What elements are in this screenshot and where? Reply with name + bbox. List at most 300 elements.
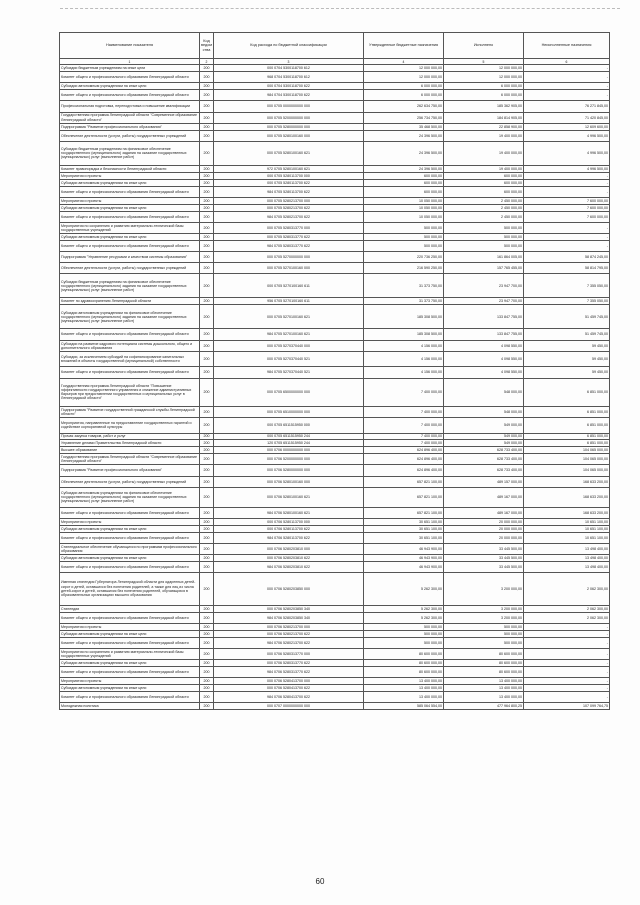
- row-unexecuted-cell: -: [524, 72, 610, 83]
- row-approved-cell: 35 468 500,00: [364, 123, 444, 130]
- row-name-cell: Подпрограмма "Управление ресурсами и качеством системы образования": [60, 252, 200, 263]
- row-ved-cell: 200: [200, 186, 214, 197]
- row-code-cell: 000 0706 5280213700 622: [214, 630, 364, 637]
- row-code-cell: 984 0704 5300118700 622: [214, 90, 364, 101]
- row-executed-cell: 500 000,00: [444, 240, 524, 251]
- row-name-cell: Мероприятия и проекты: [60, 172, 200, 179]
- row-code-cell: 984 0705 5280213700 622: [214, 211, 364, 222]
- row-name-cell: Мероприятия по сохранению и развитию материально-технической базы государственных учреждений: [60, 222, 200, 233]
- header-executed: Исполнено: [444, 33, 524, 59]
- row-code-cell: 984 0705 5270370440 521: [214, 367, 364, 378]
- row-unexecuted-cell: 76 271 845,00: [524, 101, 610, 112]
- row-code-cell: 000 0706 5280313770 000: [214, 648, 364, 659]
- row-approved-cell: 12 000 000,00: [364, 65, 444, 72]
- row-code-cell: 000 0705 5270370440 000: [214, 340, 364, 351]
- row-name-cell: Государственная программа Ленинградской области "Повышение эффективности государственного управления и снижение административных барьеров при предоставлении государственных и муниципальных услуг в Ленинградской области": [60, 378, 200, 406]
- row-executed-cell: 184 814 905,00: [444, 112, 524, 123]
- row-approved-cell: 7 400 000,00: [364, 440, 444, 447]
- row-unexecuted-cell: 59 450,00: [524, 351, 610, 367]
- row-unexecuted-cell: -: [524, 659, 610, 666]
- row-approved-cell: 500 000,00: [364, 637, 444, 648]
- row-approved-cell: 657 821 100,00: [364, 507, 444, 518]
- row-approved-cell: 624 896 400,00: [364, 454, 444, 465]
- row-ved-cell: 200: [200, 83, 214, 90]
- row-unexecuted-cell: -: [524, 186, 610, 197]
- row-executed-cell: 20 000 000,00: [444, 525, 524, 532]
- row-ved-cell: 200: [200, 612, 214, 623]
- table-row: [60, 141, 610, 165]
- row-ved-cell: 200: [200, 211, 214, 222]
- row-approved-cell: 600 000,00: [364, 172, 444, 179]
- row-code-cell: 984 0705 5270100160 621: [214, 329, 364, 340]
- table-row: [60, 612, 610, 623]
- page-number: 60: [315, 877, 325, 886]
- row-ved-cell: 200: [200, 406, 214, 417]
- row-name-cell: Подпрограмма "Развитие профессионального образования": [60, 123, 200, 130]
- row-code-cell: 984 0705 5280313770 622: [214, 240, 364, 251]
- row-ved-cell: 200: [200, 518, 214, 525]
- row-approved-cell: 10 050 000,00: [364, 211, 444, 222]
- row-ved-cell: 200: [200, 554, 214, 561]
- row-name-cell: Мероприятия и проекты: [60, 197, 200, 204]
- row-executed-cell: 133 847 755,00: [444, 305, 524, 329]
- row-unexecuted-cell: 58 874 245,00: [524, 252, 610, 263]
- row-name-cell: Субсидии автономным учреждениям на финансовое обеспечение государственного (муниципального) задания на оказание государственных (муниципальных) услуг (выполнение работ): [60, 305, 200, 329]
- table-row: [60, 329, 610, 340]
- row-approved-cell: 30 651 100,00: [364, 525, 444, 532]
- row-unexecuted-cell: 13 498 400,00: [524, 554, 610, 561]
- row-executed-cell: 500 000,00: [444, 637, 524, 648]
- row-code-cell: 000 0705 6500000000 000: [214, 378, 364, 406]
- row-approved-cell: 585 064 554,00: [364, 703, 444, 710]
- row-approved-cell: 4 156 000,00: [364, 351, 444, 367]
- row-executed-cell: 489 167 000,00: [444, 487, 524, 507]
- row-name-cell: Комитет общего и профессионального образования Ленинградской области: [60, 691, 200, 702]
- column-index: 2: [200, 59, 214, 65]
- row-ved-cell: 200: [200, 659, 214, 666]
- table-row: [60, 532, 610, 543]
- row-executed-cell: 2 450 000,00: [444, 211, 524, 222]
- row-executed-cell: 33 445 500,00: [444, 554, 524, 561]
- table-row: [60, 561, 610, 572]
- row-ved-cell: 200: [200, 197, 214, 204]
- row-ved-cell: 200: [200, 678, 214, 685]
- row-unexecuted-cell: -: [524, 179, 610, 186]
- row-name-cell: Комитет общего и профессионального образования Ленинградской области: [60, 186, 200, 197]
- row-approved-cell: 46 943 900,00: [364, 543, 444, 554]
- row-unexecuted-cell: 4 996 500,00: [524, 165, 610, 172]
- row-executed-cell: 161 864 005,00: [444, 252, 524, 263]
- row-ved-cell: 200: [200, 112, 214, 123]
- row-executed-cell: 500 000,00: [444, 233, 524, 240]
- row-ved-cell: 200: [200, 204, 214, 211]
- row-name-cell: Комитет общего и профессионального образования Ленинградской области: [60, 507, 200, 518]
- row-executed-cell: 185 362 905,00: [444, 101, 524, 112]
- row-approved-cell: 46 943 900,00: [364, 554, 444, 561]
- table-row: [60, 678, 610, 685]
- row-executed-cell: 500 000,00: [444, 623, 524, 630]
- row-executed-cell: 80 600 000,00: [444, 659, 524, 666]
- table-row: [60, 83, 610, 90]
- row-executed-cell: 2 450 000,00: [444, 197, 524, 204]
- row-executed-cell: 4 098 550,00: [444, 340, 524, 351]
- row-code-cell: 000 0706 5280203850 340: [214, 605, 364, 612]
- row-code-cell: 000 0705 6511515950 000: [214, 418, 364, 434]
- row-approved-cell: 500 000,00: [364, 623, 444, 630]
- row-code-cell: 120 0705 6511515950 244: [214, 440, 364, 447]
- column-index: 3: [214, 59, 364, 65]
- table-row: [60, 197, 610, 204]
- row-unexecuted-cell: -: [524, 648, 610, 659]
- table-row: [60, 454, 610, 465]
- row-name-cell: Обеспечение деятельности (услуги, работы) государственных учреждений: [60, 263, 200, 274]
- row-approved-cell: 500 000,00: [364, 222, 444, 233]
- row-name-cell: Мероприятия и проекты: [60, 678, 200, 685]
- table-row: [60, 165, 610, 172]
- row-code-cell: 000 0705 5280100160 000: [214, 130, 364, 141]
- row-unexecuted-cell: -: [524, 222, 610, 233]
- row-unexecuted-cell: 58 814 795,00: [524, 263, 610, 274]
- row-code-cell: 000 0706 5280413700 622: [214, 684, 364, 691]
- row-executed-cell: 548 000,00: [444, 406, 524, 417]
- row-approved-cell: 262 634 750,00: [364, 101, 444, 112]
- row-name-cell: Субсидии автономным учреждениям на иные цели: [60, 525, 200, 532]
- row-name-cell: Комитет общего и профессионального образования Ленинградской области: [60, 666, 200, 677]
- table-row: [60, 659, 610, 666]
- table-row: [60, 637, 610, 648]
- row-executed-cell: 19 400 000,00: [444, 165, 524, 172]
- row-executed-cell: 6 000 000,00: [444, 83, 524, 90]
- row-name-cell: Мероприятия и проекты: [60, 518, 200, 525]
- row-name-cell: Управление делами Правительства Ленинградской области: [60, 440, 200, 447]
- row-code-cell: 000 0706 5280213700 000: [214, 623, 364, 630]
- row-approved-cell: 5 262 300,00: [364, 573, 444, 606]
- table-row: [60, 440, 610, 447]
- table-row: [60, 204, 610, 211]
- row-ved-cell: 200: [200, 648, 214, 659]
- row-approved-cell: 80 600 000,00: [364, 659, 444, 666]
- row-name-cell: Комитет общего и профессионального образования Ленинградской области: [60, 240, 200, 251]
- row-approved-cell: 185 308 500,00: [364, 305, 444, 329]
- row-unexecuted-cell: -: [524, 630, 610, 637]
- table-row: [60, 274, 610, 298]
- row-executed-cell: 33 445 500,00: [444, 561, 524, 572]
- table-row: [60, 101, 610, 112]
- row-approved-cell: 13 400 000,00: [364, 684, 444, 691]
- row-approved-cell: 657 821 100,00: [364, 487, 444, 507]
- row-ved-cell: 200: [200, 605, 214, 612]
- row-executed-cell: 628 733 400,00: [444, 447, 524, 454]
- row-unexecuted-cell: 7 355 050,00: [524, 274, 610, 298]
- row-executed-cell: 12 000 000,00: [444, 65, 524, 72]
- row-code-cell: 000 0705 5280213700 622: [214, 204, 364, 211]
- row-name-cell: Обеспечение деятельности (услуги, работы) государственных учреждений: [60, 476, 200, 487]
- row-approved-cell: 10 050 000,00: [364, 204, 444, 211]
- row-ved-cell: 200: [200, 233, 214, 240]
- row-approved-cell: 657 821 100,00: [364, 476, 444, 487]
- row-approved-cell: 5 262 300,00: [364, 605, 444, 612]
- table-row: [60, 340, 610, 351]
- column-index: 1: [60, 59, 200, 65]
- row-unexecuted-cell: -: [524, 637, 610, 648]
- top-scan-artifact: [60, 8, 620, 12]
- row-name-cell: Комитет правопорядка и безопасности Ленинградской области: [60, 165, 200, 172]
- row-ved-cell: 200: [200, 72, 214, 83]
- row-executed-cell: 3 200 000,00: [444, 612, 524, 623]
- row-unexecuted-cell: 10 651 100,00: [524, 518, 610, 525]
- row-approved-cell: 30 651 100,00: [364, 532, 444, 543]
- row-code-cell: 000 0705 5280313770 000: [214, 222, 364, 233]
- row-name-cell: Субсидии бюджетным учреждениям на финансовое обеспечение государственного (муниципального) задания на оказание государственных (муниципальных) услуг (выполнение работ): [60, 274, 200, 298]
- row-unexecuted-cell: 2 062 300,00: [524, 605, 610, 612]
- row-approved-cell: 5 262 300,00: [364, 612, 444, 623]
- row-name-cell: Именная стипендия Губернатора Ленинградской области для одаренных детей-сирот и детей, оставшихся без попечения родителей, а также для лиц из числа детей-сирот и детей, оставшихся без попечения родителей, обучающихся в образовательных организациях высшего образования: [60, 573, 200, 606]
- row-ved-cell: 200: [200, 340, 214, 351]
- row-unexecuted-cell: -: [524, 240, 610, 251]
- row-ved-cell: 200: [200, 666, 214, 677]
- row-name-cell: Субсидии автономным учреждениям на иные цели: [60, 684, 200, 691]
- row-executed-cell: 23 947 700,00: [444, 298, 524, 305]
- row-name-cell: Обеспечение деятельности (услуги, работы) государственных учреждений: [60, 130, 200, 141]
- row-code-cell: 000 0706 5280000000 000: [214, 465, 364, 476]
- row-unexecuted-cell: 6 851 000,00: [524, 433, 610, 440]
- row-ved-cell: 200: [200, 418, 214, 434]
- row-unexecuted-cell: 51 459 745,00: [524, 305, 610, 329]
- row-code-cell: 000 0705 5270000000 000: [214, 252, 364, 263]
- row-executed-cell: 477 964 800,25: [444, 703, 524, 710]
- row-ved-cell: 200: [200, 476, 214, 487]
- row-approved-cell: 600 000,00: [364, 186, 444, 197]
- table-row: [60, 623, 610, 630]
- row-approved-cell: 6 000 000,00: [364, 90, 444, 101]
- row-name-cell: Подпрограмма "Развитие государственной гражданской службы Ленинградской области": [60, 406, 200, 417]
- table-row: [60, 65, 610, 72]
- row-code-cell: 000 0705 5200000000 000: [214, 112, 364, 123]
- row-unexecuted-cell: 10 651 100,00: [524, 525, 610, 532]
- row-code-cell: 972 0705 5280100160 621: [214, 165, 364, 172]
- row-ved-cell: 200: [200, 172, 214, 179]
- row-executed-cell: 4 098 550,00: [444, 351, 524, 367]
- table-row: [60, 172, 610, 179]
- row-ved-cell: 200: [200, 630, 214, 637]
- table-row: [60, 684, 610, 691]
- row-executed-cell: 13 400 000,00: [444, 684, 524, 691]
- row-name-cell: Молодежная политика: [60, 703, 200, 710]
- row-ved-cell: 200: [200, 274, 214, 298]
- row-ved-cell: 200: [200, 447, 214, 454]
- row-code-cell: 000 0706 5280313770 622: [214, 659, 364, 666]
- row-unexecuted-cell: -: [524, 90, 610, 101]
- row-approved-cell: 12 000 000,00: [364, 72, 444, 83]
- row-executed-cell: 13 400 000,00: [444, 691, 524, 702]
- row-ved-cell: 200: [200, 454, 214, 465]
- row-approved-cell: 24 396 500,00: [364, 141, 444, 165]
- row-name-cell: Субсидии автономным учреждениям на финансовое обеспечение государственного (муниципального) задания на оказание государственных (муниципальных) услуг (выполнение работ): [60, 487, 200, 507]
- row-unexecuted-cell: 2 062 300,00: [524, 612, 610, 623]
- row-executed-cell: 20 000 000,00: [444, 518, 524, 525]
- row-unexecuted-cell: 10 651 100,00: [524, 532, 610, 543]
- row-code-cell: 000 0706 5280113700 622: [214, 525, 364, 532]
- row-unexecuted-cell: 168 633 200,00: [524, 487, 610, 507]
- row-approved-cell: 31 373 750,00: [364, 274, 444, 298]
- row-executed-cell: 628 733 400,00: [444, 465, 524, 476]
- row-name-cell: Мероприятия, направленные на предоставление государственных гарантий и содействие корпоративной культуры: [60, 418, 200, 434]
- table-row: [60, 378, 610, 406]
- row-executed-cell: 4 098 550,00: [444, 367, 524, 378]
- table-row: [60, 90, 610, 101]
- row-unexecuted-cell: -: [524, 623, 610, 630]
- row-approved-cell: 13 400 000,00: [364, 691, 444, 702]
- row-executed-cell: 549 000,00: [444, 418, 524, 434]
- header-approved: Утвержденные бюджетные назначения: [364, 33, 444, 59]
- column-index: 6: [524, 59, 610, 65]
- row-approved-cell: 80 600 000,00: [364, 666, 444, 677]
- row-executed-cell: 23 947 700,00: [444, 274, 524, 298]
- row-ved-cell: 200: [200, 507, 214, 518]
- row-ved-cell: 200: [200, 465, 214, 476]
- table-row: [60, 433, 610, 440]
- table-row: [60, 691, 610, 702]
- row-ved-cell: 200: [200, 637, 214, 648]
- table-row: [60, 179, 610, 186]
- row-ved-cell: 200: [200, 532, 214, 543]
- table-row: [60, 211, 610, 222]
- row-approved-cell: 6 000 000,00: [364, 83, 444, 90]
- row-unexecuted-cell: 6 851 000,00: [524, 378, 610, 406]
- budget-execution-table: [59, 32, 610, 710]
- row-ved-cell: 200: [200, 240, 214, 251]
- row-unexecuted-cell: -: [524, 83, 610, 90]
- row-executed-cell: 13 400 000,00: [444, 678, 524, 685]
- row-approved-cell: 7 400 000,00: [364, 433, 444, 440]
- row-ved-cell: 200: [200, 684, 214, 691]
- row-approved-cell: 500 000,00: [364, 233, 444, 240]
- row-unexecuted-cell: -: [524, 233, 610, 240]
- header-unexecuted: Неисполненные назначения: [524, 33, 610, 59]
- row-approved-cell: 216 590 250,00: [364, 263, 444, 274]
- table-row: [60, 476, 610, 487]
- row-code-cell: 000 0705 5280100160 621: [214, 141, 364, 165]
- row-approved-cell: 500 000,00: [364, 630, 444, 637]
- table-row: [60, 487, 610, 507]
- row-ved-cell: 200: [200, 252, 214, 263]
- row-code-cell: 984 0706 5280203850 340: [214, 612, 364, 623]
- row-ved-cell: 200: [200, 222, 214, 233]
- table-row: [60, 666, 610, 677]
- row-unexecuted-cell: 59 450,00: [524, 367, 610, 378]
- row-name-cell: Субсидии автономным учреждениям на иные цели: [60, 179, 200, 186]
- table-row: [60, 406, 610, 417]
- header-name: Наименование показателя: [60, 33, 200, 59]
- table-row: [60, 648, 610, 659]
- table-row: [60, 240, 610, 251]
- table-row: [60, 186, 610, 197]
- row-code-cell: 000 0705 5280313770 622: [214, 233, 364, 240]
- row-ved-cell: 200: [200, 165, 214, 172]
- row-name-cell: Субсидии, за исключением субсидий на софинансирование капитальных вложений в объекты государственной (муниципальной) собственности: [60, 351, 200, 367]
- row-approved-cell: 24 396 500,00: [364, 165, 444, 172]
- row-code-cell: 000 0705 0000000000 000: [214, 101, 364, 112]
- row-name-cell: Комитет общего и профессионального образования Ленинградской области: [60, 637, 200, 648]
- row-code-cell: 000 0705 5270100160 621: [214, 305, 364, 329]
- row-executed-cell: 600 000,00: [444, 179, 524, 186]
- column-index: 5: [444, 59, 524, 65]
- row-executed-cell: 6 000 000,00: [444, 90, 524, 101]
- table-row: [60, 252, 610, 263]
- row-unexecuted-cell: 104 065 000,00: [524, 465, 610, 476]
- row-ved-cell: 200: [200, 623, 214, 630]
- row-unexecuted-cell: 6 851 000,00: [524, 440, 610, 447]
- row-ved-cell: 200: [200, 329, 214, 340]
- row-ved-cell: 200: [200, 298, 214, 305]
- row-executed-cell: 80 600 000,00: [444, 648, 524, 659]
- row-ved-cell: 200: [200, 179, 214, 186]
- row-name-cell: Субсидии автономным учреждениям на иные цели: [60, 554, 200, 561]
- table-body: [60, 65, 610, 710]
- row-approved-cell: 624 896 400,00: [364, 447, 444, 454]
- row-unexecuted-cell: 7 600 000,00: [524, 211, 610, 222]
- row-executed-cell: 500 000,00: [444, 630, 524, 637]
- row-name-cell: Комитет общего и профессионального образования Ленинградской области: [60, 90, 200, 101]
- row-name-cell: Мероприятия по сохранению и развитию материально-технической базы государственных учреждений: [60, 648, 200, 659]
- row-approved-cell: 220 736 250,00: [364, 252, 444, 263]
- row-unexecuted-cell: 51 459 745,00: [524, 329, 610, 340]
- row-name-cell: Подпрограмма "Развитие профессионального образования": [60, 465, 200, 476]
- row-unexecuted-cell: -: [524, 65, 610, 72]
- table-row: [60, 465, 610, 476]
- row-executed-cell: 19 400 000,00: [444, 141, 524, 165]
- table-row: [60, 233, 610, 240]
- row-unexecuted-cell: 4 996 500,00: [524, 141, 610, 165]
- row-unexecuted-cell: -: [524, 684, 610, 691]
- table-row: [60, 554, 610, 561]
- row-name-cell: Стипендии: [60, 605, 200, 612]
- row-code-cell: 000 0706 5280413700 000: [214, 678, 364, 685]
- row-ved-cell: 200: [200, 351, 214, 367]
- row-approved-cell: 46 943 900,00: [364, 561, 444, 572]
- row-ved-cell: 200: [200, 101, 214, 112]
- row-executed-cell: 600 000,00: [444, 172, 524, 179]
- row-code-cell: 000 0706 5280203810 622: [214, 554, 364, 561]
- row-ved-cell: 200: [200, 487, 214, 507]
- table-row: [60, 507, 610, 518]
- row-executed-cell: 2 450 000,00: [444, 204, 524, 211]
- row-code-cell: 984 0706 5280213700 622: [214, 637, 364, 648]
- row-executed-cell: 19 400 000,00: [444, 130, 524, 141]
- row-executed-cell: 12 000 000,00: [444, 72, 524, 83]
- row-executed-cell: 628 733 400,00: [444, 454, 524, 465]
- row-name-cell: Субсидии автономным учреждениям на иные цели: [60, 630, 200, 637]
- header-code: Код расхода по бюджетной классификации: [214, 33, 364, 59]
- row-unexecuted-cell: -: [524, 666, 610, 677]
- row-unexecuted-cell: 7 600 000,00: [524, 197, 610, 204]
- row-unexecuted-cell: -: [524, 678, 610, 685]
- table-row: [60, 367, 610, 378]
- row-approved-cell: 7 400 000,00: [364, 406, 444, 417]
- row-code-cell: 984 0706 5280313770 622: [214, 666, 364, 677]
- row-name-cell: Комитет по здравоохранению Ленинградской области: [60, 298, 200, 305]
- row-approved-cell: 600 000,00: [364, 179, 444, 186]
- row-unexecuted-cell: 6 851 000,00: [524, 418, 610, 434]
- row-ved-cell: 200: [200, 543, 214, 554]
- row-approved-cell: 7 400 000,00: [364, 378, 444, 406]
- row-executed-cell: 3 200 000,00: [444, 573, 524, 606]
- row-executed-cell: 489 157 000,00: [444, 476, 524, 487]
- row-ved-cell: 200: [200, 90, 214, 101]
- table-row: [60, 222, 610, 233]
- row-name-cell: Мероприятия и проекты: [60, 623, 200, 630]
- row-name-cell: Субсидии бюджетным учреждениям на финансовое обеспечение государственного (муниципального) задания на оказание государственных (муниципальных) услуг (выполнение работ): [60, 141, 200, 165]
